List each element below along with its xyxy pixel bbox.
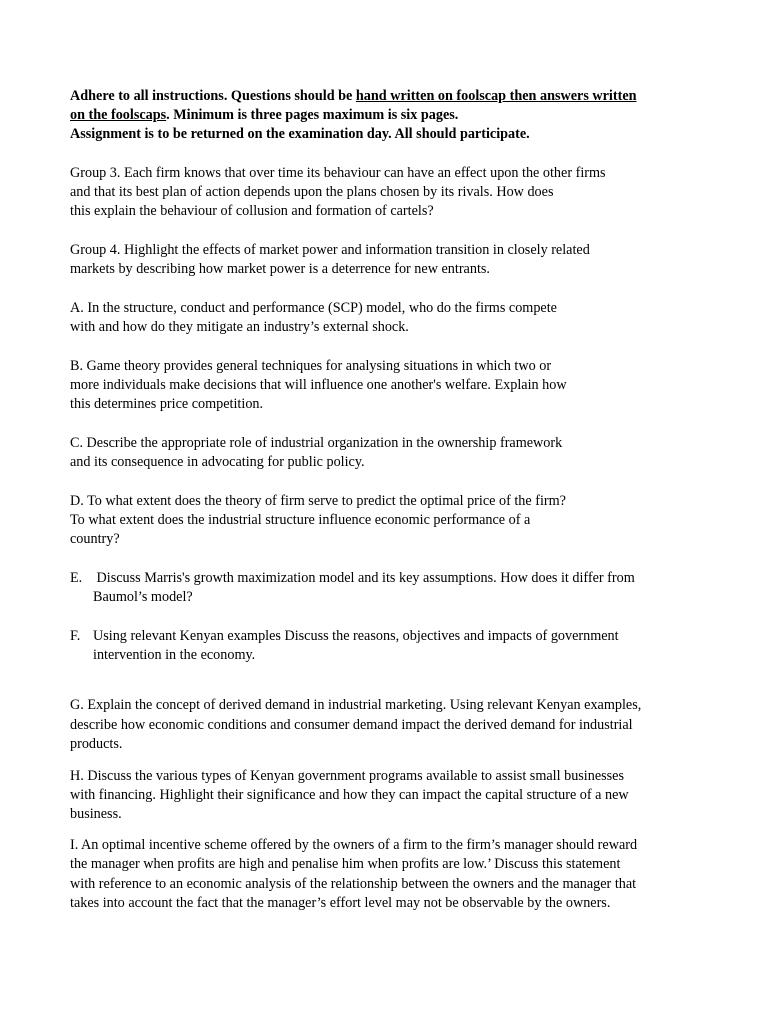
question-e-label: E.	[70, 570, 83, 586]
question-b-line: this determines price competition.	[70, 396, 264, 412]
group3-line: Group 3. Each firm knows that over time its behaviour can have an effect upon the other firms	[70, 165, 606, 181]
question-g-line: describe how economic conditions and consumer demand impact the derived demand for industrial	[70, 717, 633, 733]
question-h-line: with financing. Highlight their significance and how they can impact the capital structure of a new	[70, 787, 629, 803]
question-d-line: To what extent does the industrial structure influence economic performance of a	[70, 512, 531, 528]
question-c-line: and its consequence in advocating for public policy.	[70, 454, 365, 470]
question-i-line: the manager when profits are high and penalise him when profits are low.’ Discuss this statement	[70, 856, 621, 872]
question-b-line: more individuals make decisions that will influence one another's welfare. Explain how	[70, 377, 567, 393]
question-i-line: I. An optimal incentive scheme offered by the owners of a firm to the firm’s manager should reward	[70, 837, 638, 853]
question-g-line: G. Explain the concept of derived demand in industrial marketing. Using relevant Kenyan examples,	[70, 697, 642, 713]
instructions-text: . Minimum is three pages maximum is six pages.	[166, 107, 459, 123]
question-f-line: Using relevant Kenyan examples Discuss the reasons, objectives and impacts of government	[93, 628, 619, 644]
question-f-label: F.	[70, 628, 81, 644]
instructions-line-1	[70, 87, 637, 107]
instructions-underlined: hand written on foolscap then answers written	[355, 88, 637, 104]
question-e-line: Baumol’s model?	[93, 589, 193, 605]
question-i-line: with reference to an economic analysis of the relationship between the owners and the manager that	[70, 876, 637, 892]
question-d-line: D. To what extent does the theory of firm serve to predict the optimal price of the firm?	[70, 493, 566, 509]
instructions-line-3: Assignment is to be returned on the examination day. All should participate.	[70, 126, 530, 142]
instructions-line-2	[70, 106, 458, 126]
question-c-line: C. Describe the appropriate role of industrial organization in the ownership framework	[70, 435, 563, 451]
question-g-line: products.	[70, 736, 123, 752]
question-a-line: with and how do they mitigate an industry’s external shock.	[70, 319, 409, 335]
group4-line: Group 4. Highlight the effects of market power and information transition in closely related	[70, 242, 590, 258]
group3-line: and that its best plan of action depends upon the plans chosen by its rivals. How does	[70, 184, 554, 200]
question-b-line: B. Game theory provides general techniques for analysing situations in which two or	[70, 358, 552, 374]
question-f-line: intervention in the economy.	[93, 647, 256, 663]
question-i-line: takes into account the fact that the manager’s effort level may not be observable by the owners.	[70, 895, 611, 911]
question-h-line: H. Discuss the various types of Kenyan government programs available to assist small businesses	[70, 768, 624, 784]
group4-line: markets by describing how market power is a deterrence for new entrants.	[70, 261, 490, 277]
instructions-underlined: on the foolscaps	[70, 107, 167, 123]
question-d-line: country?	[70, 531, 120, 547]
group3-line: this explain the behaviour of collusion and formation of cartels?	[70, 203, 434, 219]
question-e-line: Discuss Marris's growth maximization model and its key assumptions. How does it differ from	[93, 570, 635, 586]
question-h-line: business.	[70, 806, 122, 822]
instructions-text: Adhere to all instructions. Questions should be	[70, 88, 356, 104]
question-a-line: A. In the structure, conduct and performance (SCP) model, who do the firms compete	[70, 300, 557, 316]
